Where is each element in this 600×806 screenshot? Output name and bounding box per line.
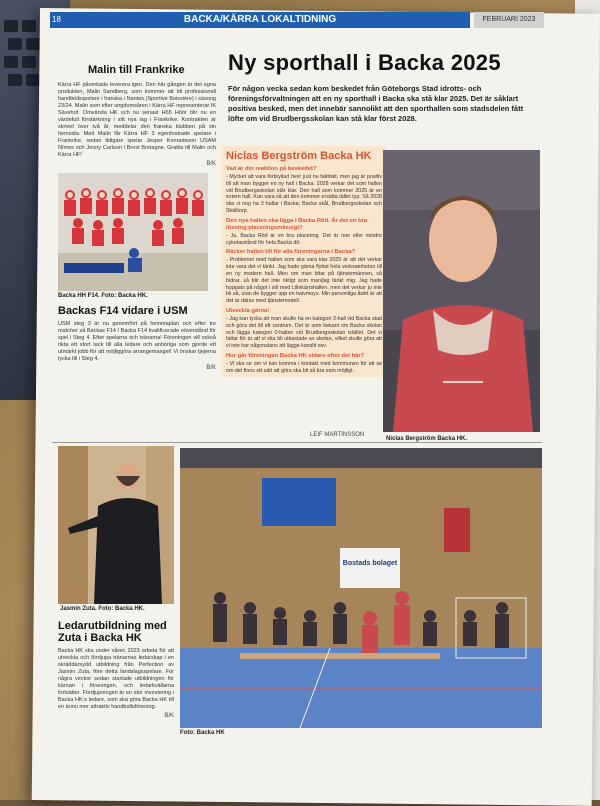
malin-byline: B/K (206, 161, 216, 167)
portrait-caption: Niclas Bergström Backa HK. (386, 436, 468, 442)
interview-question: Den nya hallen ska ligga i Backa Röd. Är det en bra lösning placeringsmässigt? (226, 217, 368, 231)
interview-question: Räcker hallen till för alla föreningarna i Backa? (226, 249, 356, 256)
interview-question: Hur går föreningen Backa HK vidare efter det här? (226, 352, 365, 359)
niclas-portrait (383, 150, 540, 432)
malin-title: Malin till Frankrike (88, 64, 185, 76)
zuta-title: Ledarutbildning med Zuta i Backa HK (58, 620, 167, 644)
interview-answer: - Mycket att vara förbryllad över just nu faktiskt, men jag är positiv till att man bygger en ny hall i Backa. 2028 verkar det som hallen vid Brudbergsskolan står klar. Den hall som kommer 2025 är en extern hall. Kan vara så att den kommer ersätta tältet typ. Så 2028 ska vi nog ha 3 hallar i Backa; Backa skål, Brudbergsskolan och Skälltorp. (226, 174, 382, 214)
zuta-body: Backa HK ska under våren 2023 arbeta för att utveckla och fördjupa tränarnas ledarskap i en skräddarsydd utbildning från Perfection av Jasmin Zuta, före detta landslagsspelare. För några veckor sedan startade utbildningen för kärnan i föreningen, och ledarkvällarna fortsätter. Fördjupningen är en stor investering i Backa HK:s ledare, som ska göra Backa HK till en ännu mer attraktiv handbollsförening. (58, 648, 174, 710)
interview-answer: - Problemet med hallen som ska vara klar 2025 är att det verkar inte vara det vi tänkt. Jag hade gärna flyttat hela verksamheten till en ny modern hall. Men om man tittar på tjänstemännen, så bidrar, så blir det inte riktigt som man/jag tänkt mig. Jag hade hoppats på något i stil med Lillekärrshallen, men det verkar ju inte bli så, utan de bygger upp en halvmoys. Min personliga åsikt är att det är därav med tjänstemodell. (226, 257, 382, 305)
zuta-photo-image (58, 446, 174, 604)
hall-photo-caption: Foto: Backa HK (180, 730, 225, 736)
section-title: BACKA/KÄRRA LOKALTIDNING (183, 14, 337, 25)
section-divider (52, 442, 542, 443)
sports-hall-image (180, 448, 542, 728)
zuta-caption: Jasmin Zuta. Foto: Backa HK. (60, 606, 145, 612)
usm-byline: B/K (206, 365, 216, 371)
sports-hall-photo (180, 448, 542, 728)
zuta-byline: B/K (164, 713, 174, 719)
interview-question: Utveckla gärna! (226, 307, 270, 314)
team-photo (58, 173, 208, 291)
niclas-portrait-image (383, 150, 540, 432)
interview-answer: - Vi ska se om vi kan komma i kontakt med kommunen för att se om det finns ett sätt att göra ska bli så bra som möjligt. (226, 360, 382, 374)
usm-photo-caption: Backa HH F14. Foto: Backa HK. (58, 293, 148, 299)
bostadsbolaget-sign-bg (340, 548, 400, 588)
section-header (50, 12, 470, 28)
interview-answer: - Jag kan tycka att man skulle ha en kategori 3-hall vid Backa stad och göra det till ett centrum. Det är som bekant om Backa skolan och lägga kategori 0-hallen vid Brudbergsskolan istället. Det vi fattar för är att vi ska bli utkastade av skolan, vilket skulle göra att vi inte har någonstans att lägga kanslit osv. (226, 315, 382, 350)
left-column (58, 34, 216, 371)
interview-question: Vad är din reaktion på beskedet? (226, 166, 317, 172)
zuta-article (58, 616, 174, 719)
bostadsbolaget-sign: Bostads bolaget (342, 560, 398, 567)
page-number: 18 (52, 15, 61, 24)
zuta-photo (58, 446, 174, 604)
main-headline: Ny sporthall i Backa 2025 (228, 50, 501, 75)
interview-answer: - Ja, Backa Röd är en bra placering. Det är mer eller mindre cykelavstånd för hela Backa dit. (226, 232, 382, 246)
usm-title: Backas F14 vidare i USM (58, 305, 188, 317)
issue-date: FEBRUARI 2023 (474, 12, 544, 28)
interview-box (222, 146, 386, 377)
interview-heading: Niclas Bergström Backa HK (226, 150, 372, 162)
team-photo-image (58, 173, 208, 291)
main-lead: För någon vecka sedan kom beskedet från Göteborgs Stad idrotts- och föreningsförvaltningen att en ny sporthall i Backa ska stå klar 2025. Det är såklart positiva besked, men det innebär sannolikt att den sporthallen som stadsdelen fått löfte om vid Brudbergsskolan kan stå klar först 2028. (228, 84, 524, 123)
malin-body: Kärra HF påverkade leverera igen. Den här gången är det egna produkten, Malin Sandberg, som kommer att bli professionell handbollsspelare i franska i Nantes (Sportive Boissière) i säsong 23/24. Malin som efter ungdomsåren i Kärra HF representerar IK Sävehof. Omvända HK och nu senast H65 Höör blir nu en värdefull förstärkning i sitt nya lag i Frankrike. Kontrakten är skrivet över två år, meddelar den franska klubben på sin hemsida. Med Malin får Kärra HF 3 egenfostrade spelare i Frankrike, sedan tidigare spelar Jesper Konradsson USAM Nîmes och Jenny Carlson i Brest Bretagne. Grattis till Malin och Kärra HF! (58, 82, 216, 158)
usm-body: USM steg 3 är nu genomfört på hemmaplan och efter tre matcher så Backas F14 / Backa F14 kvalificerade oöverstånd för spel i Steg 4. Efter spelarna och tränarna! Föreningen vill också rikta ett stort tack till alla ledare och anhöriga som gjorde ett utmärkt jobb för att möjliggöra arrangemanget! Vi önskar tjejerna lycka till i Steg 4. (58, 321, 216, 362)
article-author: LEIF MARTINSSON (310, 432, 365, 438)
